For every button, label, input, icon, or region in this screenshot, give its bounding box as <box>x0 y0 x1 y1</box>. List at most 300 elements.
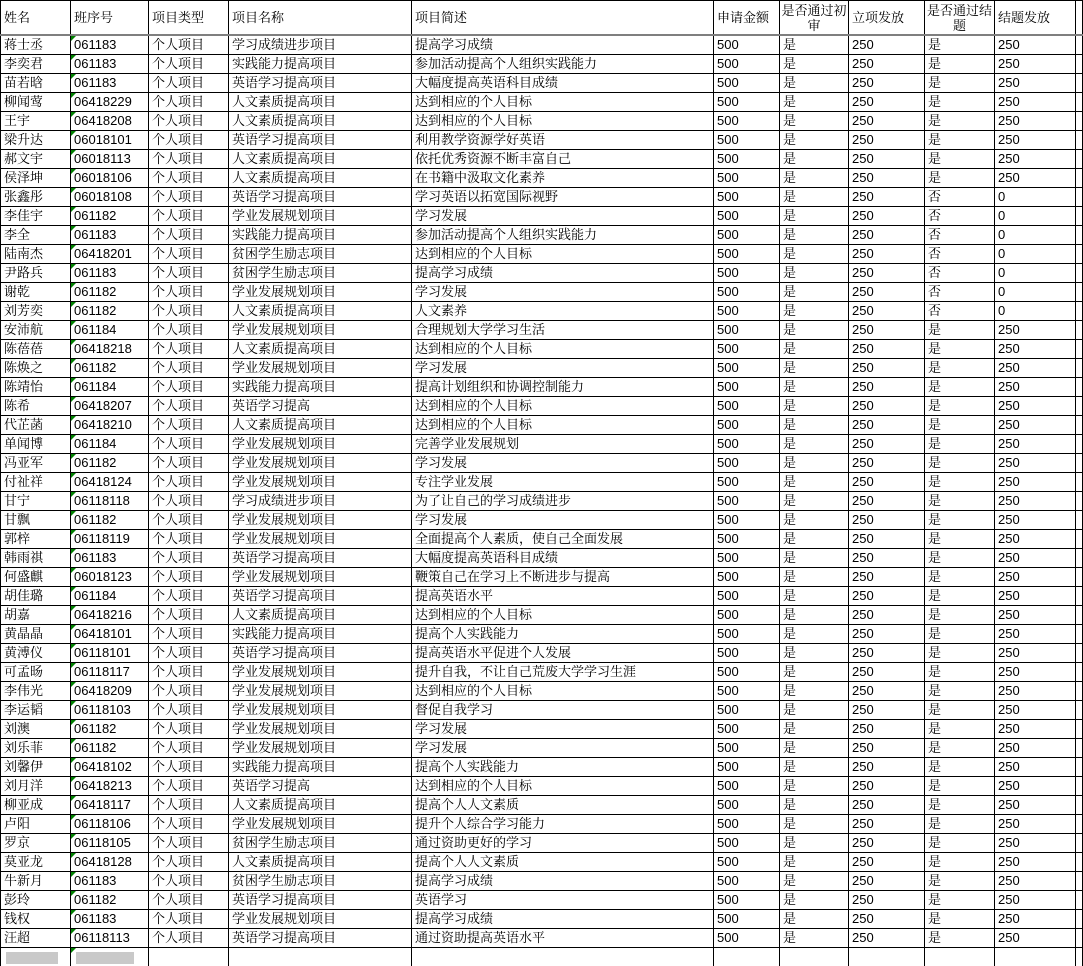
cell-passed_conclusion[interactable]: 是 <box>925 834 995 853</box>
cell-initial_grant[interactable]: 250 <box>849 929 925 948</box>
cell-initial_grant[interactable]: 250 <box>849 834 925 853</box>
cell-project_desc[interactable]: 合理规划大学学习生活 <box>412 321 714 340</box>
cell-passed_initial_review[interactable]: 是 <box>780 416 849 435</box>
cell-passed_initial_review[interactable]: 是 <box>780 549 849 568</box>
cell-project_type[interactable]: 个人项目 <box>149 473 229 492</box>
cell-initial_grant[interactable]: 250 <box>849 511 925 530</box>
cell-project_desc[interactable]: 提升自我，不让自己荒废大学学习生涯 <box>412 663 714 682</box>
cell-amount_requested[interactable]: 500 <box>714 511 780 530</box>
cell-name[interactable]: 王宇 <box>1 112 71 131</box>
cell-conclusion_grant[interactable]: 250 <box>995 131 1076 150</box>
cell-conclusion_grant[interactable]: 250 <box>995 492 1076 511</box>
cell-passed_conclusion[interactable]: 否 <box>925 302 995 321</box>
cell-project_name[interactable]: 人文素质提高项目 <box>229 302 412 321</box>
cell-passed_conclusion[interactable]: 是 <box>925 682 995 701</box>
column-header-class_no[interactable]: 班序号 <box>71 1 149 36</box>
cell-passed_initial_review[interactable]: 是 <box>780 302 849 321</box>
cell-amount_requested[interactable]: 500 <box>714 340 780 359</box>
cell-initial_grant[interactable]: 250 <box>849 454 925 473</box>
cell-initial_grant[interactable]: 250 <box>849 815 925 834</box>
cell-amount_requested[interactable]: 500 <box>714 359 780 378</box>
cell-amount_requested[interactable]: 500 <box>714 796 780 815</box>
cell-project_name[interactable]: 实践能力提高项目 <box>229 226 412 245</box>
cell-class_no[interactable] <box>71 150 149 169</box>
cell-project_desc[interactable]: 学习发展 <box>412 720 714 739</box>
cell-project_name[interactable]: 学业发展规划项目 <box>229 682 412 701</box>
cell-project_type[interactable]: 个人项目 <box>149 416 229 435</box>
cell-amount_requested[interactable]: 500 <box>714 492 780 511</box>
cell-initial_grant[interactable]: 250 <box>849 74 925 93</box>
cell-project_desc[interactable]: 鞭策自己在学习上不断进步与提高 <box>412 568 714 587</box>
cell-class_no[interactable] <box>71 226 149 245</box>
cell-amount_requested[interactable]: 500 <box>714 435 780 454</box>
cell-conclusion_grant[interactable]: 250 <box>995 35 1076 55</box>
cell-conclusion_grant[interactable]: 250 <box>995 929 1076 948</box>
cell-initial_grant[interactable]: 250 <box>849 568 925 587</box>
cell-project_name[interactable]: 学业发展规划项目 <box>229 283 412 302</box>
cell-project_name[interactable]: 学业发展规划项目 <box>229 701 412 720</box>
cell-conclusion_grant[interactable]: 250 <box>995 169 1076 188</box>
cell-project_desc[interactable]: 达到相应的个人目标 <box>412 245 714 264</box>
cell-project_desc[interactable]: 参加活动提高个人组织实践能力 <box>412 226 714 245</box>
cell-class_no[interactable] <box>71 55 149 74</box>
cell-amount_requested[interactable]: 500 <box>714 169 780 188</box>
cell-name[interactable]: 钱权 <box>1 910 71 929</box>
cell-name[interactable]: 卢阳 <box>1 815 71 834</box>
cell-project_desc[interactable]: 大幅度提高英语科目成绩 <box>412 549 714 568</box>
cell-name[interactable]: 苗若晗 <box>1 74 71 93</box>
cell-class_no[interactable] <box>71 511 149 530</box>
cell-project_desc[interactable]: 学习发展 <box>412 207 714 226</box>
cell-initial_grant[interactable]: 250 <box>849 625 925 644</box>
cell-project_name[interactable]: 人文素质提高项目 <box>229 340 412 359</box>
cell-class_no[interactable] <box>71 644 149 663</box>
cell-passed_initial_review[interactable]: 是 <box>780 758 849 777</box>
cell-project_desc[interactable]: 学习发展 <box>412 454 714 473</box>
cell-conclusion_grant[interactable]: 250 <box>995 777 1076 796</box>
cell-project_type[interactable]: 个人项目 <box>149 150 229 169</box>
cell-passed_conclusion[interactable]: 是 <box>925 549 995 568</box>
cell-project_name[interactable]: 贫困学生励志项目 <box>229 834 412 853</box>
cell-initial_grant[interactable]: 250 <box>849 739 925 758</box>
cell-project_desc[interactable]: 为了让自己的学习成绩进步 <box>412 492 714 511</box>
cell-name[interactable]: 安沛航 <box>1 321 71 340</box>
cell-project_name[interactable]: 英语学习提高项目 <box>229 549 412 568</box>
cell-class_no[interactable] <box>71 720 149 739</box>
cell-passed_initial_review[interactable]: 是 <box>780 150 849 169</box>
cell-conclusion_grant[interactable]: 250 <box>995 834 1076 853</box>
cell-conclusion_grant[interactable]: 250 <box>995 416 1076 435</box>
cell-amount_requested[interactable]: 500 <box>714 777 780 796</box>
cell-project_name[interactable]: 学业发展规划项目 <box>229 359 412 378</box>
cell-project_desc[interactable]: 提高个人实践能力 <box>412 758 714 777</box>
cell-passed_conclusion[interactable]: 是 <box>925 777 995 796</box>
cell-conclusion_grant[interactable]: 0 <box>995 207 1076 226</box>
column-header-passed_initial_review[interactable]: 是否通过初审 <box>780 1 849 36</box>
cell-project_desc[interactable]: 完善学业发展规划 <box>412 435 714 454</box>
cell-project_name[interactable]: 英语学习提高项目 <box>229 929 412 948</box>
cell-project_name[interactable]: 学业发展规划项目 <box>229 663 412 682</box>
cell-project_type[interactable]: 个人项目 <box>149 321 229 340</box>
cell-passed_initial_review[interactable]: 是 <box>780 891 849 910</box>
cell-project_type[interactable]: 个人项目 <box>149 264 229 283</box>
cell-project_type[interactable]: 个人项目 <box>149 606 229 625</box>
cell-project_desc[interactable]: 英语学习 <box>412 891 714 910</box>
cell-project_desc[interactable]: 达到相应的个人目标 <box>412 112 714 131</box>
cell-project_type[interactable]: 个人项目 <box>149 55 229 74</box>
cell-project_type[interactable]: 个人项目 <box>149 758 229 777</box>
cell-conclusion_grant[interactable]: 250 <box>995 625 1076 644</box>
cell-amount_requested[interactable]: 500 <box>714 74 780 93</box>
cell-passed_initial_review[interactable]: 是 <box>780 511 849 530</box>
cell-class_no[interactable] <box>71 359 149 378</box>
cell-initial_grant[interactable]: 250 <box>849 492 925 511</box>
cell-initial_grant[interactable]: 250 <box>849 302 925 321</box>
cell-name[interactable]: 尹路兵 <box>1 264 71 283</box>
cell-amount_requested[interactable]: 500 <box>714 910 780 929</box>
cell-passed_conclusion[interactable]: 是 <box>925 815 995 834</box>
cell-project_type[interactable]: 个人项目 <box>149 511 229 530</box>
cell-amount_requested[interactable]: 500 <box>714 226 780 245</box>
cell-passed_conclusion[interactable]: 是 <box>925 587 995 606</box>
cell-project_name[interactable]: 实践能力提高项目 <box>229 758 412 777</box>
cell-class_no[interactable] <box>71 549 149 568</box>
cell-project_type[interactable]: 个人项目 <box>149 93 229 112</box>
cell-passed_initial_review[interactable]: 是 <box>780 264 849 283</box>
cell-conclusion_grant[interactable]: 250 <box>995 340 1076 359</box>
cell-project_type[interactable]: 个人项目 <box>149 74 229 93</box>
cell-project_name[interactable]: 贫困学生励志项目 <box>229 872 412 891</box>
cell-class_no[interactable] <box>71 815 149 834</box>
cell-conclusion_grant[interactable]: 250 <box>995 663 1076 682</box>
cell-amount_requested[interactable]: 500 <box>714 891 780 910</box>
cell-project_desc[interactable]: 通过资助提高英语水平 <box>412 929 714 948</box>
cell-project_type[interactable]: 个人项目 <box>149 872 229 891</box>
cell-passed_initial_review[interactable]: 是 <box>780 682 849 701</box>
cell-passed_initial_review[interactable]: 是 <box>780 74 849 93</box>
cell-project_name[interactable]: 人文素质提高项目 <box>229 796 412 815</box>
cell-name[interactable]: 罗京 <box>1 834 71 853</box>
cell-initial_grant[interactable]: 250 <box>849 264 925 283</box>
cell-class_no[interactable] <box>71 910 149 929</box>
cell-project_type[interactable]: 个人项目 <box>149 929 229 948</box>
cell-project_name[interactable]: 人文素质提高项目 <box>229 112 412 131</box>
cell-passed_initial_review[interactable]: 是 <box>780 929 849 948</box>
cell-name[interactable]: 梁升达 <box>1 131 71 150</box>
cell-name[interactable]: 李伟光 <box>1 682 71 701</box>
cell-initial_grant[interactable]: 250 <box>849 131 925 150</box>
cell-conclusion_grant[interactable]: 0 <box>995 188 1076 207</box>
cell-name[interactable]: 刘乐菲 <box>1 739 71 758</box>
cell-passed_initial_review[interactable]: 是 <box>780 207 849 226</box>
column-header-passed_conclusion[interactable]: 是否通过结题 <box>925 1 995 36</box>
cell-project_desc[interactable]: 提高英语水平 <box>412 587 714 606</box>
cell-name[interactable]: 陈希 <box>1 397 71 416</box>
cell-name[interactable]: 陈靖怡 <box>1 378 71 397</box>
cell-amount_requested[interactable]: 500 <box>714 245 780 264</box>
cell-project_desc[interactable]: 提高学习成绩 <box>412 35 714 55</box>
cell-project_desc[interactable]: 学习英语以拓宽国际视野 <box>412 188 714 207</box>
cell-project_type[interactable]: 个人项目 <box>149 549 229 568</box>
cell-passed_initial_review[interactable]: 是 <box>780 112 849 131</box>
cell-project_desc[interactable]: 达到相应的个人目标 <box>412 682 714 701</box>
cell-conclusion_grant[interactable]: 250 <box>995 701 1076 720</box>
cell-project_name[interactable]: 学业发展规划项目 <box>229 815 412 834</box>
cell-passed_conclusion[interactable]: 是 <box>925 796 995 815</box>
cell-project_name[interactable]: 学业发展规划项目 <box>229 435 412 454</box>
cell-initial_grant[interactable]: 250 <box>849 872 925 891</box>
cell-passed_initial_review[interactable]: 是 <box>780 435 849 454</box>
cell-class_no[interactable] <box>71 169 149 188</box>
cell-conclusion_grant[interactable]: 250 <box>995 720 1076 739</box>
cell-passed_initial_review[interactable]: 是 <box>780 834 849 853</box>
cell-amount_requested[interactable]: 500 <box>714 739 780 758</box>
cell-initial_grant[interactable]: 250 <box>849 55 925 74</box>
cell-passed_conclusion[interactable]: 否 <box>925 283 995 302</box>
cell-amount_requested[interactable]: 500 <box>714 853 780 872</box>
cell-project_type[interactable]: 个人项目 <box>149 720 229 739</box>
cell-project_desc[interactable]: 提高计划组织和协调控制能力 <box>412 378 714 397</box>
cell-name[interactable]: 刘馨伊 <box>1 758 71 777</box>
cell-passed_initial_review[interactable]: 是 <box>780 625 849 644</box>
cell-name[interactable]: 蒋士丞 <box>1 35 71 55</box>
cell-project_name[interactable]: 学业发展规划项目 <box>229 473 412 492</box>
cell-name[interactable]: 黄溥仪 <box>1 644 71 663</box>
cell-conclusion_grant[interactable]: 250 <box>995 454 1076 473</box>
cell-conclusion_grant[interactable]: 250 <box>995 853 1076 872</box>
cell-conclusion_grant[interactable]: 250 <box>995 74 1076 93</box>
cell-passed_conclusion[interactable]: 是 <box>925 359 995 378</box>
cell-project_name[interactable]: 实践能力提高项目 <box>229 378 412 397</box>
cell-class_no[interactable] <box>71 606 149 625</box>
cell-project_name[interactable]: 学习成绩进步项目 <box>229 492 412 511</box>
cell-class_no[interactable] <box>71 131 149 150</box>
cell-amount_requested[interactable]: 500 <box>714 758 780 777</box>
cell-amount_requested[interactable]: 500 <box>714 549 780 568</box>
cell-passed_conclusion[interactable]: 是 <box>925 929 995 948</box>
cell-project_desc[interactable]: 达到相应的个人目标 <box>412 606 714 625</box>
cell-class_no[interactable] <box>71 416 149 435</box>
cell-name[interactable]: 李运韬 <box>1 701 71 720</box>
cell-conclusion_grant[interactable]: 250 <box>995 644 1076 663</box>
cell-class_no[interactable] <box>71 378 149 397</box>
cell-project_desc[interactable]: 学习发展 <box>412 283 714 302</box>
cell-initial_grant[interactable]: 250 <box>849 150 925 169</box>
cell-initial_grant[interactable]: 250 <box>849 720 925 739</box>
cell-amount_requested[interactable]: 500 <box>714 112 780 131</box>
cell-project_type[interactable]: 个人项目 <box>149 625 229 644</box>
cell-project_name[interactable]: 学业发展规划项目 <box>229 207 412 226</box>
cell-name[interactable]: 刘芳奕 <box>1 302 71 321</box>
cell-class_no[interactable] <box>71 74 149 93</box>
cell-initial_grant[interactable]: 250 <box>849 207 925 226</box>
cell-amount_requested[interactable]: 500 <box>714 93 780 112</box>
cell-passed_conclusion[interactable]: 是 <box>925 872 995 891</box>
cell-project_type[interactable]: 个人项目 <box>149 834 229 853</box>
cell-conclusion_grant[interactable]: 250 <box>995 150 1076 169</box>
cell-passed_initial_review[interactable]: 是 <box>780 720 849 739</box>
cell-project_desc[interactable]: 提高学习成绩 <box>412 910 714 929</box>
cell-project_type[interactable]: 个人项目 <box>149 435 229 454</box>
cell-project_name[interactable]: 学业发展规划项目 <box>229 454 412 473</box>
cell-name[interactable]: 陈焕之 <box>1 359 71 378</box>
cell-passed_initial_review[interactable]: 是 <box>780 796 849 815</box>
cell-class_no[interactable] <box>71 682 149 701</box>
cell-project_type[interactable]: 个人项目 <box>149 359 229 378</box>
cell-amount_requested[interactable]: 500 <box>714 188 780 207</box>
cell-passed_initial_review[interactable]: 是 <box>780 283 849 302</box>
cell-name[interactable]: 胡嘉 <box>1 606 71 625</box>
cell-name[interactable]: 刘澳 <box>1 720 71 739</box>
cell-amount_requested[interactable]: 500 <box>714 815 780 834</box>
cell-project_type[interactable]: 个人项目 <box>149 853 229 872</box>
cell-passed_initial_review[interactable]: 是 <box>780 93 849 112</box>
cell-initial_grant[interactable]: 250 <box>849 340 925 359</box>
cell-passed_initial_review[interactable]: 是 <box>780 473 849 492</box>
cell-amount_requested[interactable]: 500 <box>714 625 780 644</box>
cell-initial_grant[interactable]: 250 <box>849 245 925 264</box>
cell-passed_conclusion[interactable]: 是 <box>925 853 995 872</box>
cell-project_name[interactable]: 实践能力提高项目 <box>229 625 412 644</box>
cell-project_type[interactable]: 个人项目 <box>149 530 229 549</box>
cell-conclusion_grant[interactable]: 250 <box>995 739 1076 758</box>
cell-conclusion_grant[interactable]: 250 <box>995 872 1076 891</box>
cell-passed_initial_review[interactable]: 是 <box>780 169 849 188</box>
cell-project_type[interactable]: 个人项目 <box>149 302 229 321</box>
cell-amount_requested[interactable]: 500 <box>714 150 780 169</box>
column-header-initial_grant[interactable]: 立项发放 <box>849 1 925 36</box>
cell-passed_initial_review[interactable]: 是 <box>780 188 849 207</box>
cell-project_desc[interactable]: 达到相应的个人目标 <box>412 397 714 416</box>
cell-class_no[interactable] <box>71 739 149 758</box>
cell-project_name[interactable]: 人文素质提高项目 <box>229 169 412 188</box>
cell-class_no[interactable] <box>71 625 149 644</box>
cell-passed_conclusion[interactable]: 是 <box>925 416 995 435</box>
cell-name[interactable]: 何盛麒 <box>1 568 71 587</box>
cell-initial_grant[interactable]: 250 <box>849 701 925 720</box>
cell-class_no[interactable] <box>71 283 149 302</box>
cell-project_desc[interactable]: 提高个人实践能力 <box>412 625 714 644</box>
cell-class_no[interactable] <box>71 530 149 549</box>
cell-project_type[interactable]: 个人项目 <box>149 777 229 796</box>
cell-initial_grant[interactable]: 250 <box>849 606 925 625</box>
cell-class_no[interactable] <box>71 891 149 910</box>
cell-name[interactable]: 胡佳璐 <box>1 587 71 606</box>
cell-initial_grant[interactable]: 250 <box>849 226 925 245</box>
cell-passed_initial_review[interactable]: 是 <box>780 378 849 397</box>
cell-passed_initial_review[interactable]: 是 <box>780 777 849 796</box>
cell-class_no[interactable] <box>71 454 149 473</box>
cell-name[interactable]: 可孟旸 <box>1 663 71 682</box>
cell-amount_requested[interactable]: 500 <box>714 834 780 853</box>
cell-name[interactable]: 牛新月 <box>1 872 71 891</box>
cell-passed_conclusion[interactable]: 否 <box>925 245 995 264</box>
cell-name[interactable]: 郝文宇 <box>1 150 71 169</box>
cell-project_desc[interactable]: 达到相应的个人目标 <box>412 416 714 435</box>
cell-passed_initial_review[interactable]: 是 <box>780 530 849 549</box>
cell-passed_conclusion[interactable]: 是 <box>925 131 995 150</box>
cell-initial_grant[interactable]: 250 <box>849 587 925 606</box>
cell-project_desc[interactable]: 学习发展 <box>412 739 714 758</box>
cell-class_no[interactable] <box>71 492 149 511</box>
cell-conclusion_grant[interactable]: 250 <box>995 910 1076 929</box>
cell-project_type[interactable]: 个人项目 <box>149 739 229 758</box>
cell-class_no[interactable] <box>71 777 149 796</box>
cell-name[interactable]: 冯亚军 <box>1 454 71 473</box>
cell-initial_grant[interactable]: 250 <box>849 112 925 131</box>
cell-project_type[interactable]: 个人项目 <box>149 340 229 359</box>
cell-passed_conclusion[interactable]: 是 <box>925 701 995 720</box>
cell-initial_grant[interactable]: 250 <box>849 321 925 340</box>
cell-project_type[interactable]: 个人项目 <box>149 207 229 226</box>
cell-project_type[interactable]: 个人项目 <box>149 169 229 188</box>
cell-passed_initial_review[interactable]: 是 <box>780 454 849 473</box>
cell-passed_conclusion[interactable]: 是 <box>925 568 995 587</box>
cell-initial_grant[interactable]: 250 <box>849 910 925 929</box>
cell-amount_requested[interactable]: 500 <box>714 473 780 492</box>
cell-initial_grant[interactable]: 250 <box>849 682 925 701</box>
cell-name[interactable]: 甘飘 <box>1 511 71 530</box>
cell-conclusion_grant[interactable]: 0 <box>995 283 1076 302</box>
cell-project_type[interactable]: 个人项目 <box>149 910 229 929</box>
cell-name[interactable]: 付祉祥 <box>1 473 71 492</box>
cell-name[interactable]: 黄晶晶 <box>1 625 71 644</box>
cell-passed_initial_review[interactable]: 是 <box>780 910 849 929</box>
cell-project_type[interactable]: 个人项目 <box>149 587 229 606</box>
cell-project_desc[interactable]: 学习发展 <box>412 511 714 530</box>
cell-project_type[interactable]: 个人项目 <box>149 131 229 150</box>
cell-passed_initial_review[interactable]: 是 <box>780 55 849 74</box>
cell-amount_requested[interactable]: 500 <box>714 682 780 701</box>
cell-passed_conclusion[interactable]: 是 <box>925 720 995 739</box>
cell-passed_initial_review[interactable]: 是 <box>780 739 849 758</box>
cell-class_no[interactable] <box>71 834 149 853</box>
cell-initial_grant[interactable]: 250 <box>849 758 925 777</box>
cell-project_desc[interactable]: 督促自我学习 <box>412 701 714 720</box>
cell-initial_grant[interactable]: 250 <box>849 416 925 435</box>
cell-project_desc[interactable]: 利用教学资源学好英语 <box>412 131 714 150</box>
cell-conclusion_grant[interactable]: 250 <box>995 606 1076 625</box>
cell-amount_requested[interactable]: 500 <box>714 302 780 321</box>
cell-initial_grant[interactable]: 250 <box>849 777 925 796</box>
cell-conclusion_grant[interactable]: 250 <box>995 359 1076 378</box>
cell-passed_initial_review[interactable]: 是 <box>780 35 849 55</box>
cell-amount_requested[interactable]: 500 <box>714 264 780 283</box>
cell-conclusion_grant[interactable]: 250 <box>995 397 1076 416</box>
cell-class_no[interactable] <box>71 587 149 606</box>
cell-amount_requested[interactable]: 500 <box>714 416 780 435</box>
cell-initial_grant[interactable]: 250 <box>849 473 925 492</box>
cell-amount_requested[interactable]: 500 <box>714 55 780 74</box>
cell-passed_initial_review[interactable]: 是 <box>780 644 849 663</box>
cell-amount_requested[interactable]: 500 <box>714 397 780 416</box>
cell-project_type[interactable]: 个人项目 <box>149 112 229 131</box>
cell-amount_requested[interactable]: 500 <box>714 587 780 606</box>
cell-project_type[interactable]: 个人项目 <box>149 644 229 663</box>
cell-initial_grant[interactable]: 250 <box>849 283 925 302</box>
cell-passed_conclusion[interactable]: 是 <box>925 663 995 682</box>
cell-class_no[interactable] <box>71 302 149 321</box>
cell-project_name[interactable]: 贫困学生励志项目 <box>229 245 412 264</box>
cell-name[interactable]: 单闻博 <box>1 435 71 454</box>
cell-passed_conclusion[interactable]: 是 <box>925 473 995 492</box>
cell-initial_grant[interactable]: 250 <box>849 435 925 454</box>
cell-conclusion_grant[interactable]: 250 <box>995 378 1076 397</box>
cell-passed_conclusion[interactable]: 是 <box>925 492 995 511</box>
cell-class_no[interactable] <box>71 796 149 815</box>
cell-project_type[interactable]: 个人项目 <box>149 815 229 834</box>
cell-passed_conclusion[interactable]: 是 <box>925 606 995 625</box>
